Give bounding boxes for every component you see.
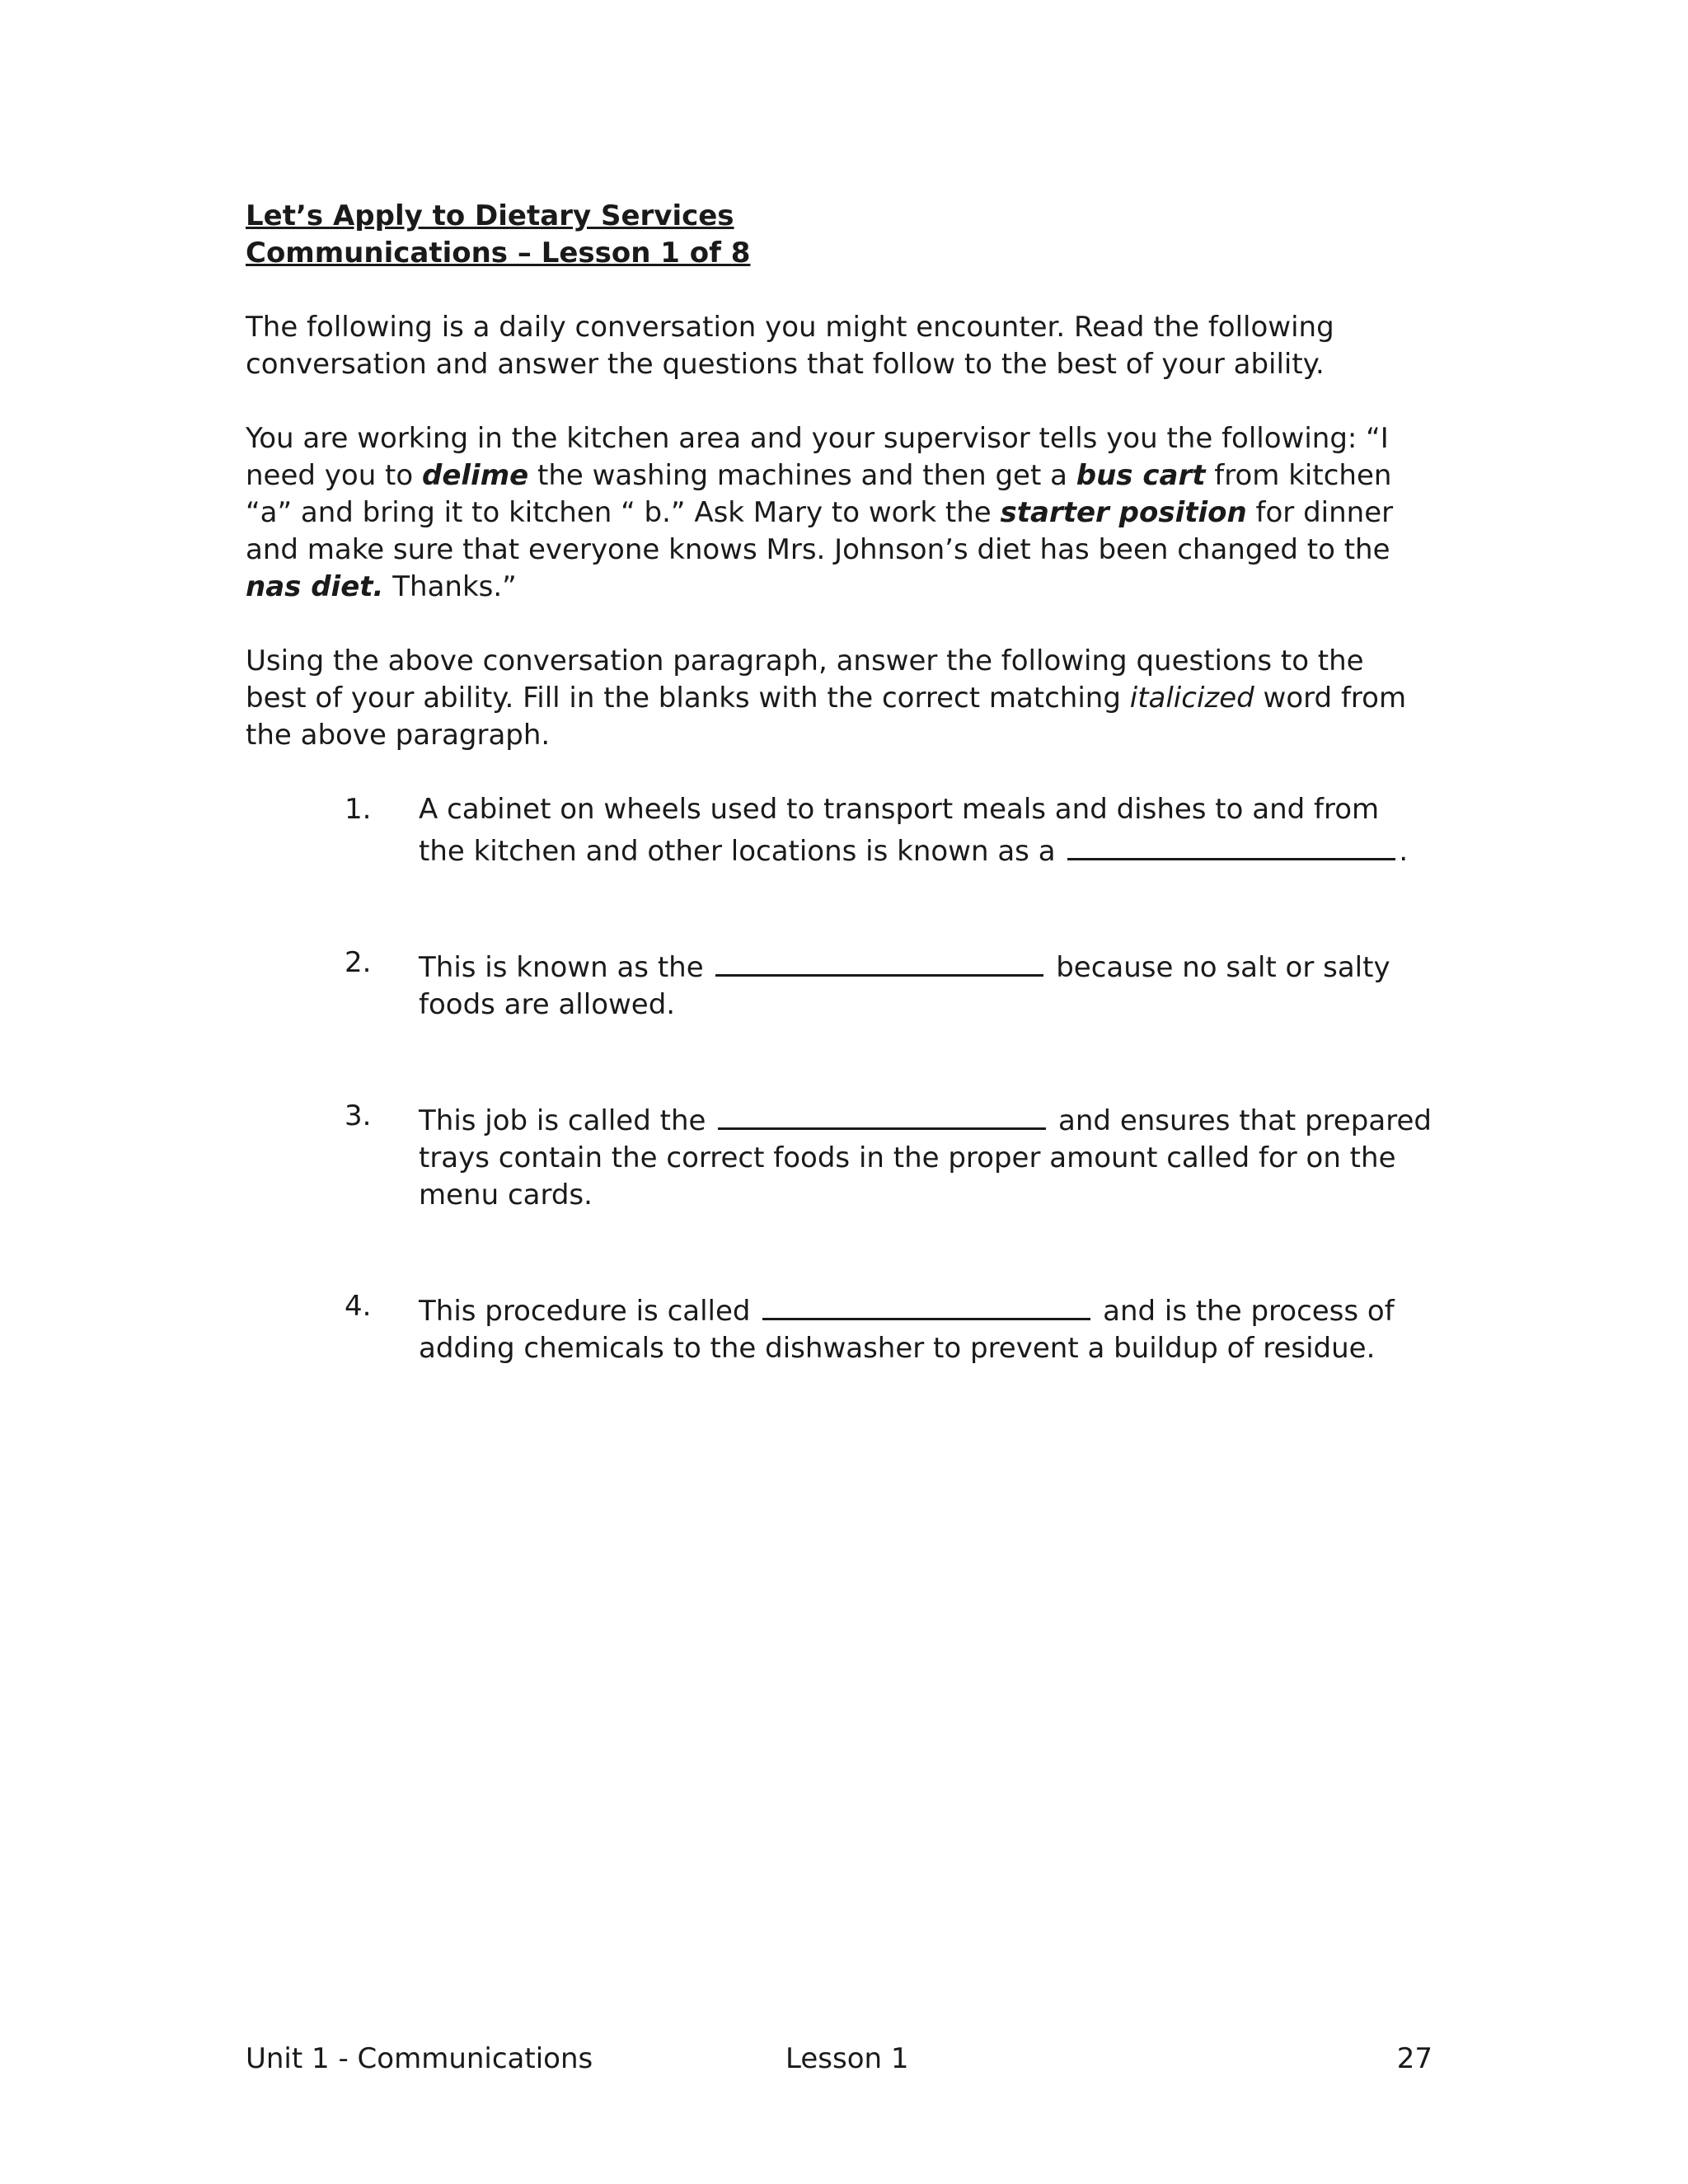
answer-blank[interactable] <box>1067 828 1395 860</box>
question-number: 2. <box>345 946 372 979</box>
footer-unit: Unit 1 - Communications <box>246 2042 593 2075</box>
page-number: 27 <box>1396 2042 1432 2075</box>
question-number: 4. <box>345 1290 372 1323</box>
question-text: This job is called the <box>419 1104 715 1137</box>
question-number: 3. <box>345 1099 372 1132</box>
worksheet-page <box>246 198 1432 1441</box>
instructions-paragraph <box>246 643 1432 754</box>
question-text: and is the process of adding chemicals to the dishwasher to prevent a buildup of residue. <box>419 1295 1395 1365</box>
question-text: . <box>1399 835 1409 868</box>
question-text: This is known as the <box>419 951 713 984</box>
page-title: Let’s Apply to Dietary Services <box>246 199 734 232</box>
question-item <box>246 791 1432 870</box>
answer-blank[interactable] <box>762 1288 1090 1320</box>
conversation-paragraph <box>246 420 1432 606</box>
term-bus-cart: bus cart <box>1076 459 1206 492</box>
question-number: 1. <box>345 793 372 826</box>
conversation-text: for dinner and make sure that everyone knows Mrs. Johnson’s diet has been changed to the <box>246 496 1394 566</box>
answer-blank[interactable] <box>718 1098 1046 1130</box>
footer-lesson: Lesson 1 <box>785 2042 909 2075</box>
conversation-text: You are working in the kitchen area and your supervisor tells you the following: “I need you to <box>246 422 1389 492</box>
intro-paragraph: The following is a daily conversation you might encounter. Read the following conversation and answer the questions that follow to the best of your ability. <box>246 311 1334 381</box>
answer-blank[interactable] <box>715 944 1043 977</box>
conversation-text: Thanks.” <box>383 570 517 603</box>
term-delime: delime <box>422 459 529 492</box>
conversation-text: the washing machines and then get a <box>528 459 1076 492</box>
italicized-word: italicized <box>1129 682 1254 715</box>
question-item <box>246 1288 1432 1367</box>
page-footer <box>246 2041 1432 2078</box>
conversation-text: from kitchen “a” and bring it to kitchen “ b.” Ask Mary to work the <box>246 459 1392 529</box>
term-starter-position: starter position <box>1000 496 1247 529</box>
question-text: This procedure is called <box>419 1295 760 1328</box>
term-nas-diet: nas diet. <box>246 570 384 603</box>
lesson-subtitle: Communications – Lesson 1 of 8 <box>246 237 751 269</box>
question-text: and ensures that prepared trays contain the correct foods in the proper amount called for on the menu cards. <box>419 1104 1432 1212</box>
question-text: A cabinet on wheels used to transport meals and dishes to and from the kitchen and other locations is known as a <box>419 793 1380 868</box>
question-item <box>246 944 1432 1024</box>
question-list <box>246 791 1432 1367</box>
instructions-text: word from the above paragraph. <box>246 682 1407 752</box>
instructions-text: Using the above conversation paragraph, answer the following questions to the best of your ability. Fill in the blanks with the correct matching <box>246 644 1364 715</box>
question-item <box>246 1098 1432 1214</box>
question-text: because no salt or salty foods are allowed. <box>419 951 1390 1021</box>
